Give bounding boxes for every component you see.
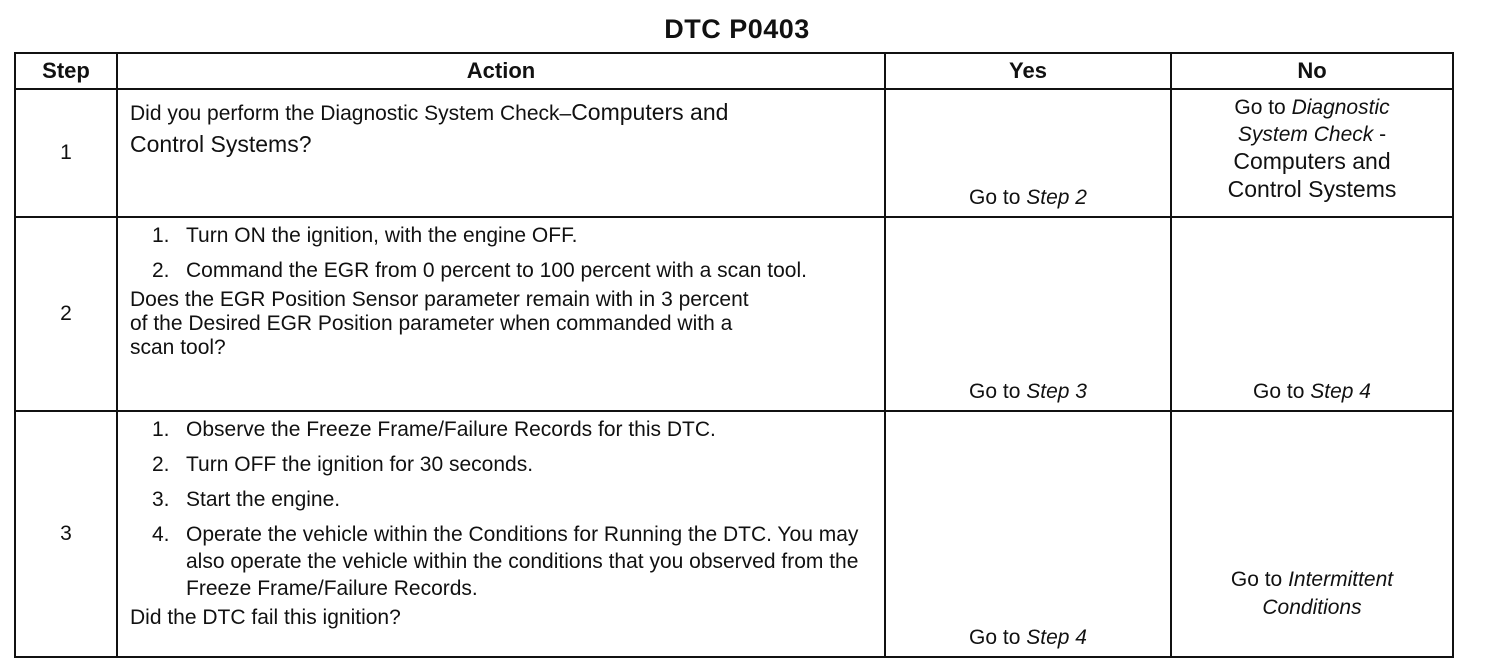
yes-instruction[interactable]: Go to Step 3 <box>969 380 1087 403</box>
list-item: 1. Observe the Freeze Frame/Failure Records for this DTC. <box>152 418 716 441</box>
action-question <box>130 94 874 160</box>
column-header-step: Step <box>15 53 117 89</box>
step-link[interactable]: Step 4 <box>1026 626 1087 649</box>
action-question: Does the EGR Position Sensor parameter remain with in 3 percent of the Desired EGR Position parameter when commanded with a scan tool? <box>130 288 749 359</box>
reference-link[interactable]: Conditions <box>1262 596 1362 619</box>
table-row <box>15 89 1453 217</box>
column-header-yes: Yes <box>885 53 1171 89</box>
list-item: 2. Turn OFF the ignition for 30 seconds. <box>152 453 534 476</box>
no-cell <box>1171 217 1453 411</box>
reference-link[interactable]: System Check <box>1237 123 1374 146</box>
column-header-action: Action <box>117 53 885 89</box>
no-instruction[interactable]: Go to Step 4 <box>1253 380 1371 403</box>
action-cell <box>117 89 885 217</box>
reference-link[interactable]: Intermittent <box>1288 568 1394 591</box>
no-instruction[interactable]: Go to Intermittent Conditions <box>1230 568 1394 619</box>
step-link[interactable]: Step 2 <box>1026 186 1087 209</box>
step-number: 3 <box>15 411 117 657</box>
list-item: 4. Operate the vehicle within the Conditions for Running the DTC. You may also operate the vehicle within the conditions that you observed from the Freeze Frame/Failure Records. <box>152 523 859 600</box>
yes-cell <box>885 217 1171 411</box>
action-steps-list <box>130 416 874 602</box>
column-header-no: No <box>1171 53 1453 89</box>
no-cell <box>1171 411 1453 657</box>
action-question: Did the DTC fail this ignition? <box>130 606 401 629</box>
action-steps-list <box>130 222 874 284</box>
yes-instruction[interactable]: Go to Step 2 <box>969 186 1087 209</box>
reference-link[interactable]: Diagnostic <box>1291 96 1390 119</box>
step-number: 2 <box>15 217 117 411</box>
table-header-row <box>15 53 1453 89</box>
list-item: 2. Command the EGR from 0 percent to 100 percent with a scan tool. <box>152 259 807 282</box>
question-text-large: Computers and <box>571 99 729 125</box>
list-item: 3. Start the engine. <box>152 488 341 511</box>
page-title: DTC P0403 <box>664 14 810 44</box>
table-row <box>15 411 1453 657</box>
step-link[interactable]: Step 4 <box>1310 380 1371 403</box>
question-text: Did you perform the Diagnostic System Check– <box>130 102 572 125</box>
table-row <box>15 217 1453 411</box>
step-number: 1 <box>15 89 117 217</box>
action-cell <box>117 411 885 657</box>
diagnostic-table <box>14 52 1454 658</box>
list-item: 1. Turn ON the ignition, with the engine OFF. <box>152 224 578 247</box>
action-cell <box>117 217 885 411</box>
no-instruction[interactable]: Go to Diagnostic System Check - Computers and Control Systems <box>1227 96 1397 202</box>
step-link[interactable]: Step 3 <box>1026 380 1087 403</box>
question-text-large: Control Systems? <box>130 131 312 157</box>
no-cell <box>1171 89 1453 217</box>
yes-cell <box>885 411 1171 657</box>
yes-instruction[interactable]: Go to Step 4 <box>969 626 1087 649</box>
yes-cell <box>885 89 1171 217</box>
